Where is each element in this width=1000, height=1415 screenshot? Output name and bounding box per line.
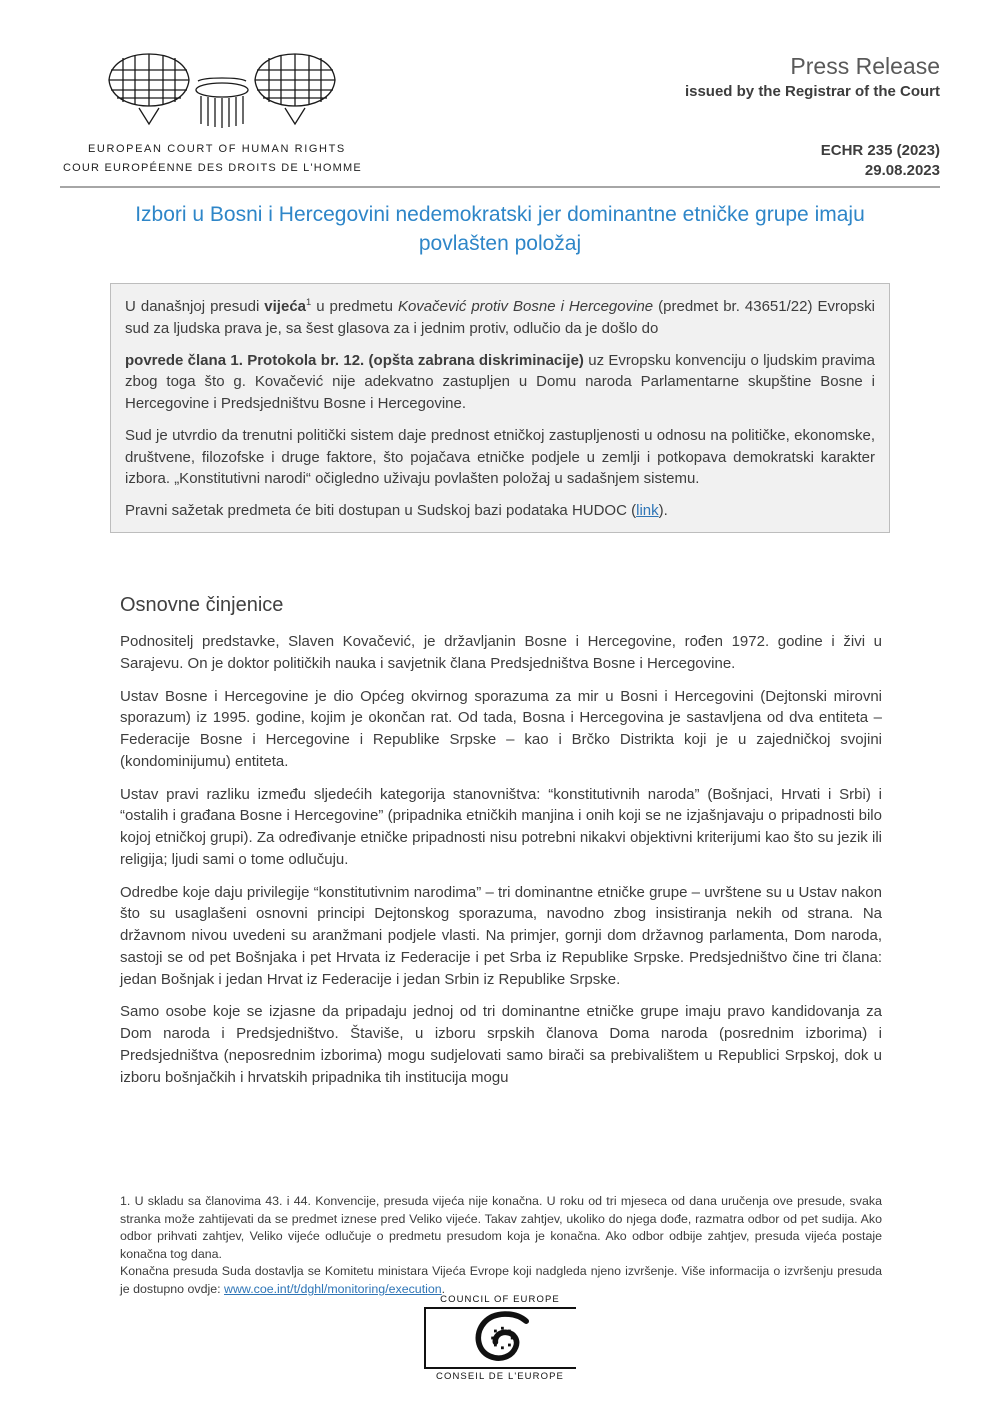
section-heading: Osnovne činjenice [120, 594, 284, 616]
header-divider [60, 186, 940, 188]
coe-e-icon [466, 1310, 536, 1366]
document-title: Izbori u Bosni i Hercegovini nedemokratski jer dominantne etničke grupe imaju povlašten položaj [135, 203, 865, 255]
footnote-marker: 1 [306, 297, 312, 307]
footnote [120, 1193, 882, 1299]
summary-box [110, 283, 890, 533]
coe-logo-bottom-label: CONSEIL DE L'EUROPE [436, 1371, 564, 1382]
body-paragraph-1: Podnositelj predstavke, Slaven Kovačević, je državljanin Bosne i Hercegovine, rođen 1972. godine i živi u Sarajevu. On je doktor političkih nauka i savjetnik člana Predsjedništva Bosne i Hercegovine. [120, 633, 882, 672]
press-release-label: Press Release [790, 53, 940, 79]
summary-paragraph-2: povrede člana 1. Protokola br. 12. (opšta zabrana diskriminacije) uz Evropsku konvenciju o ljudskim pravima zbog toga što g. Kovačević nije adekvatno zastupljen u Domu naroda Parlamentarne skupštine Bosne i Hercegovine i Predsjedništvu Bosne i Hercegovine. [125, 351, 875, 412]
footnote-paragraph-1: 1. U skladu sa članovima 43. i 44. Konvencije, presuda vijeća nije konačna. U roku od tri mjeseca od dana uručenja ove presude, svaka stranka može zahtijevati da se predmet iznese pred Veliko vijeće. Takav zahtjev, ukoliko do njega dođe, razmatra odbor od pet sudija. Ako odbor prihvati zahtjev, Veliko vijeće odlučuje o predmetu presudom koja je konačna. Ako odbor odbije zahtjev, presuda vijeća postaje konačna tog dana. [120, 1194, 882, 1261]
council-of-europe-logo [424, 1294, 576, 1382]
hyperlink[interactable]: www.coe.int/t/dghl/monitoring/execution [224, 1282, 442, 1297]
logo-caption-french: COUR EUROPÉENNE DES DROITS DE L'HOMME [63, 162, 362, 174]
summary-paragraph-4: Pravni sažetak predmeta će biti dostupan u Sudskoj bazi podataka HUDOC (link). [125, 502, 668, 519]
body-content [120, 594, 882, 1099]
body-paragraph-4: Odredbe koje daju privilegije “konstitutivnim narodima” – tri dominantne etničke grupe – uvrštene su u Ustav nakon što su usaglašeni osnovni principi Dejtonskog sporazuma, navodno zbog insistiranja nekih od strana. Na državnom nivou uvedeni su aranžmani podjele vlasti. Na primjer, gornji dom državnog parlamenta, Dom naroda, sastoji se od pet Bošnjaka i pet Hrvata iz Federacije i pet Srba iz Republike Srpske. Predsjedništvo čine tri člana: jedan Bošnjak i jedan Hrvat iz Federacije i jedan Srbin iz Republike Srpske. [120, 883, 882, 988]
coe-logo-top-label: COUNCIL OF EUROPE [440, 1294, 560, 1305]
summary-paragraph-3: Sud je utvrdio da trenutni politički sistem daje prednost etničkoj zastupljenosti u odnosu na političke, ekonomske, društvene, filozofske i druge faktore, što pojačava etničke podjele u zemlji i potkopava demokratski karakter izbora. „Konstitutivni narodi“ očigledno uživaju povlašten položaj u sadašnjem sistemu. [125, 426, 875, 488]
body-paragraph-3: Ustav pravi razliku između sljedećih kategorija stanovništva: “konstitutivnih naroda” (Bošnjaci, Hrvati i Srbi) i “ostalih i građana Bosne i Hercegovine” (pripadnika etničkih manjina i onih koji se ne izjašnjavaju o pripadnosti bilo kojoj etničkoj grupi). Za određivanje etničke pripadnosti nisu potrebni nikakvi objektivni kriterijumi kao što su jezik ili religija; ljudi sami o tome odlučuju. [120, 785, 882, 868]
coe-logo-frame [424, 1307, 576, 1369]
logo-caption-english: EUROPEAN COURT OF HUMAN RIGHTS [88, 143, 346, 155]
body-paragraph-5: Samo osobe koje se izjasne da pripadaju jednoj od tri dominantne etničke grupe imaju pravo kandidovanja za Dom naroda i Predsjedništvo. Štaviše, u izboru srpskih članova Doma naroda (posrednim izborima) i Predsjedništva (neposrednim izborima) mogu sudjelovati samo birači sa prebivalištem u Republici Srpskoj, dok u izboru bošnjačkih i hrvatskih pripadnika tih institucija mogu [120, 1003, 882, 1086]
hyperlink[interactable]: link [636, 502, 659, 519]
echr-building-logo-icon [95, 50, 350, 145]
footnote-paragraph-2: Konačna presuda Suda dostavlja se Komitetu ministara Vijeća Evrope koji nadgleda njeno izvršenje. Više informacija o izvršenju presuda je dostupno ovdje: www.coe.int/t/dghl/monitoring/execution. [120, 1264, 882, 1297]
document-reference: ECHR 235 (2023) [820, 142, 940, 159]
body-paragraph-2: Ustav Bosne i Hercegovine je dio Općeg okvirnog sporazuma za mir u Bosni i Hercegovini (Dejtonski mirovni sporazum) iz 1995. godine, kojim je okončan rat. Od tada, Bosna i Hercegovina je sastavljena od dva entiteta – Federacije Bosne i Hercegovine i Republike Srpske – kao i Brčko Distrikta koji je u zajedničkoj svojini (kondominijumu) entiteta. [120, 687, 882, 770]
summary-paragraph-1: U današnjoj presudi vijeća$^1$ u predmetu Kovačević protiv Bosne i Hercegovine (predmet br. 43651/22) Evropski sud za ljudska prava je, sa šest glasova za i jednim protiv, odlučio da je došlo do [125, 297, 875, 337]
document-date: 29.08.2023 [864, 162, 940, 179]
issued-by-label: issued by the Registrar of the Court [684, 83, 940, 100]
